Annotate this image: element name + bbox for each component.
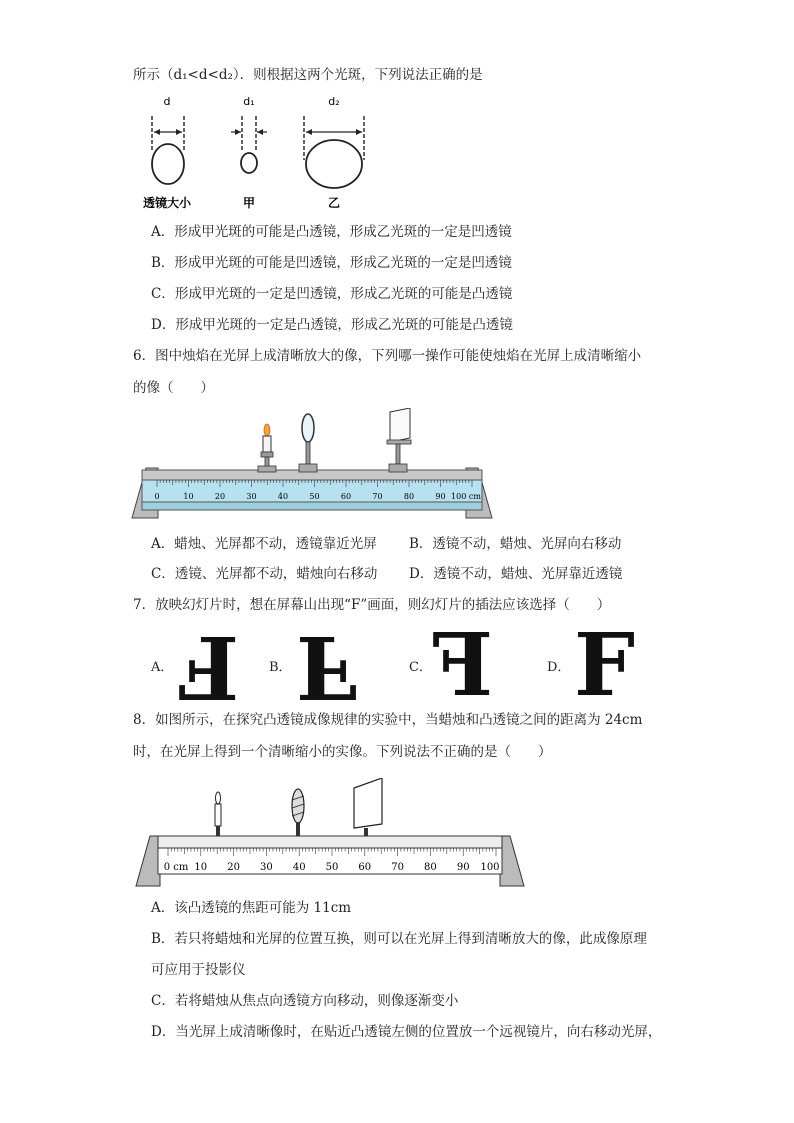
q5-option-a: A．形成甲光斑的可能是凸透镜，形成乙光斑的一定是凹透镜 [151,224,512,240]
q8-option-c: C．若将蜡烛从焦点向透镜方向移动，则像逐渐变小 [151,993,459,1009]
convex-lens-icon [299,414,317,472]
q7-option-d-label: D． [547,660,571,675]
q8-tick-label: 20 [227,862,240,873]
label-d: d [163,95,171,108]
q8-option-a: A．该凸透镜的焦距可能为 11cm [151,900,352,916]
caption-jia: 甲 [242,196,256,210]
q6-option-b: B．透镜不动，蜡烛、光屏向右移动 [409,536,622,552]
light-screen-icon [354,778,382,836]
q5-figure-light-spots [130,92,380,216]
q6-stem-line2: 的像（ ） [133,380,214,396]
q7-option-c-label: C． [409,660,432,675]
q8-stem-line2: 时，在光屏上得到一个清晰缩小的实像。下列说法不正确的是（ ） [133,744,552,760]
candle-icon [258,424,276,472]
q8-option-b-continued: 可应用于投影仪 [151,962,246,978]
caption-lens-size: 透镜大小 [142,196,192,210]
q6-tick-label: 40 [277,492,289,501]
q8-tick-label: 10 [194,862,208,873]
convex-lens-icon [292,789,304,836]
q8-tick-label: 40 [292,862,306,873]
q6-option-c: C．透镜、光屏都不动，蜡烛向右移动 [151,566,378,582]
q6-tick-label: 60 [340,492,352,501]
q5-option-d: D．形成甲光斑的一定是凸透镜，形成乙光斑的可能是凸透镜 [151,317,513,333]
q5-option-c: C．形成甲光斑的一定是凹透镜，形成乙光斑的可能是凸透镜 [151,286,513,302]
light-screen-icon [387,408,411,472]
q7-option-b-label: B． [269,660,292,675]
q6-optical-bench-figure [128,408,498,523]
q8-tick-label: 100 [480,862,500,873]
q6-tick-label: 50 [309,492,320,501]
q6-tick-label: 0 [154,492,160,501]
q5-intro: 所示（d₁<d<d₂）．则根据这两个光斑，下列说法正确的是 [133,67,483,83]
q7-slide-option-d: F [574,615,636,716]
q7-option-a-label: A． [151,660,174,675]
q6-tick-label: 30 [246,492,257,501]
q6-stem-line1: 6．图中烛焰在光屏上成清晰放大的像，下列哪一操作可能使烛焰在光屏上成清晰缩小 [133,348,642,364]
q6-tick-label: 90 [435,492,446,501]
q7-slide-option-b: F [296,616,358,717]
q8-tick-label: 60 [358,862,372,873]
q8-tick-label: 80 [424,862,437,873]
label-d1: d₁ [243,95,255,108]
q6-tick-label: 80 [403,492,415,501]
caption-yi: 乙 [327,196,341,210]
q6-option-d: D．透镜不动，蜡烛、光屏靠近透镜 [409,566,623,582]
label-d2: d₂ [328,95,340,108]
q7-slide-option-a: F [178,616,240,717]
q8-option-b: B．若只将蜡烛和光屏的位置互换，则可以在光屏上得到清晰放大的像，此成像原理 [151,931,647,947]
q8-option-d: D．当光屏上成清晰像时，在贴近凸透镜左侧的位置放一个远视镜片，向右移动光屏， [151,1024,662,1040]
candle-icon [215,792,221,836]
q8-tick-label: 30 [260,862,273,873]
q5-option-b: B．形成甲光斑的可能是凹透镜，形成乙光斑的一定是凹透镜 [151,255,512,271]
q6-tick-label: 70 [372,492,383,501]
q8-tick-label: 0 cm [163,862,189,873]
q8-tick-label: 70 [391,862,404,873]
q8-tick-label: 50 [325,862,339,873]
q6-option-a: A．蜡烛、光屏都不动，透镜靠近光屏 [151,536,377,552]
q6-tick-label: 20 [214,492,226,501]
q6-tick-label: 10 [183,492,194,501]
q8-optical-bench-figure [132,778,532,890]
q8-stem-line1: 8．如图所示，在探究凸透镜成像规律的实验中，当蜡烛和凸透镜之间的距离为 24cm [133,712,643,728]
q7-slide-option-c: F [432,615,494,716]
q8-tick-label: 90 [456,862,470,873]
q6-tick-label: 100 cm [451,492,481,501]
q7-stem: 7．放映幻灯片时，想在屏幕山出现“F”画面，则幻灯片的插法应该选择（ ） [133,597,611,613]
